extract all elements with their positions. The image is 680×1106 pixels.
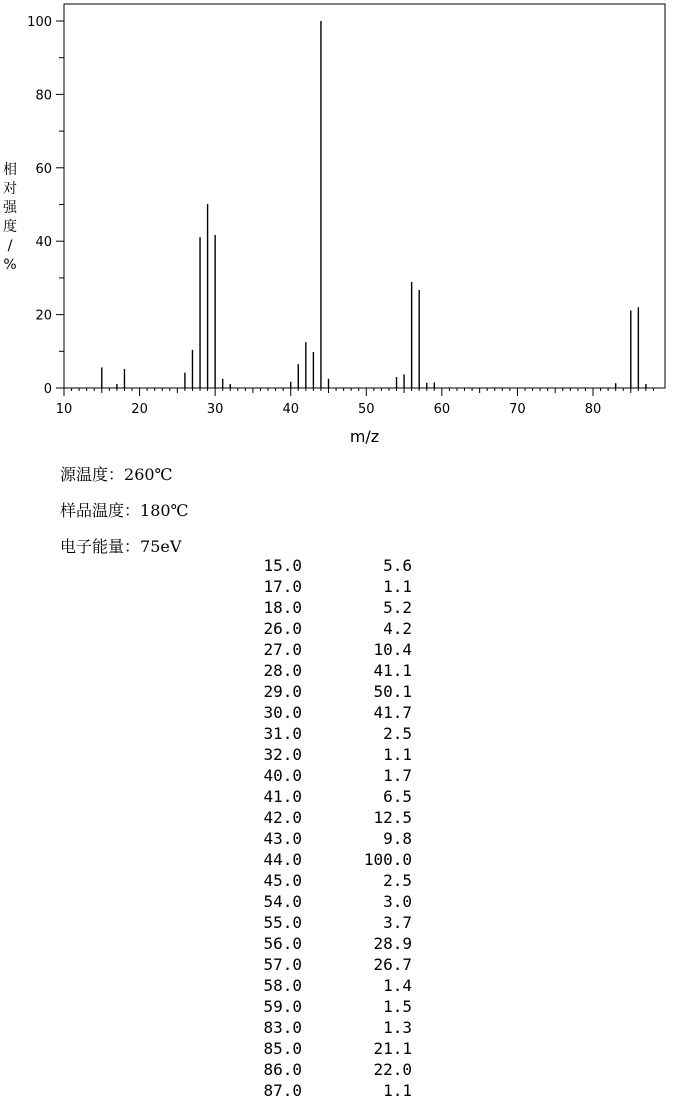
y-axis-label	[3, 161, 18, 273]
table-row	[240, 681, 412, 702]
mz-value: 58.0	[263, 976, 302, 995]
intensity-value: 10.4	[373, 640, 412, 659]
intensity-value: 1.1	[383, 577, 412, 596]
mz-value: 29.0	[263, 682, 302, 701]
table-row	[240, 576, 412, 597]
table-row	[240, 597, 412, 618]
intensity-value: 21.1	[373, 1039, 412, 1058]
table-row	[240, 1059, 412, 1080]
mz-value: 17.0	[263, 577, 302, 596]
intensity-value: 1.4	[383, 976, 412, 995]
y-label-char: 对	[3, 181, 17, 197]
mz-value: 85.0	[263, 1039, 302, 1058]
x-tick-label: 20	[131, 402, 148, 417]
mz-value: 41.0	[263, 787, 302, 806]
condition-value: 260℃	[124, 465, 173, 484]
intensity-value: 6.5	[383, 787, 412, 806]
mz-value: 56.0	[263, 934, 302, 953]
table-row	[240, 912, 412, 933]
intensity-value: 1.5	[383, 997, 412, 1016]
y-label-char: /	[7, 238, 13, 254]
intensity-value: 3.0	[383, 892, 412, 911]
mz-value: 44.0	[263, 850, 302, 869]
table-row	[240, 723, 412, 744]
table-row	[240, 975, 412, 996]
intensity-value: 50.1	[373, 682, 412, 701]
condition-label: 样品温度：	[60, 501, 141, 520]
x-tick-label: 30	[206, 402, 224, 417]
condition-label: 源温度：	[60, 465, 125, 484]
intensity-value: 12.5	[373, 808, 412, 827]
table-row	[240, 870, 412, 891]
y-label-char: 强	[3, 200, 17, 216]
mz-value: 15.0	[263, 556, 302, 575]
mz-value: 32.0	[263, 745, 302, 764]
x-tick-label: 80	[584, 402, 602, 417]
intensity-value: 4.2	[383, 619, 412, 638]
x-tick-label: 70	[509, 402, 526, 417]
mz-value: 57.0	[263, 955, 302, 974]
mz-value: 59.0	[263, 997, 302, 1016]
condition-value: 180℃	[140, 501, 189, 520]
mz-value: 30.0	[263, 703, 302, 722]
mz-value: 42.0	[263, 808, 302, 827]
table-row	[240, 1038, 412, 1059]
mz-value: 54.0	[263, 892, 302, 911]
intensity-value: 2.5	[383, 871, 412, 890]
condition-value: 75eV	[140, 537, 182, 556]
table-row	[240, 765, 412, 786]
mz-value: 43.0	[263, 829, 302, 848]
intensity-value: 1.1	[383, 1081, 412, 1100]
y-label-char: 相	[3, 162, 17, 178]
table-row	[240, 996, 412, 1017]
y-tick-label: 0	[43, 382, 52, 397]
intensity-value: 26.7	[373, 955, 412, 974]
mz-value: 26.0	[263, 619, 302, 638]
x-tick-label: 50	[358, 402, 375, 417]
mass-spectrum-chart	[0, 0, 680, 450]
mz-value: 31.0	[263, 724, 302, 743]
intensity-value: 41.1	[373, 661, 412, 680]
mz-value: 40.0	[263, 766, 302, 785]
table-row	[240, 828, 412, 849]
intensity-value: 28.9	[373, 934, 412, 953]
y-tick-label: 80	[35, 88, 52, 104]
plot-border	[64, 4, 665, 388]
x-tick-label: 60	[433, 402, 451, 417]
table-row	[240, 954, 412, 975]
intensity-value: 1.1	[383, 745, 412, 764]
table-row	[240, 744, 412, 765]
mz-value: 45.0	[263, 871, 302, 890]
mz-value: 55.0	[263, 913, 302, 932]
intensity-value: 1.3	[383, 1018, 412, 1037]
table-row	[240, 1017, 412, 1038]
intensity-value: 100.0	[363, 850, 412, 869]
table-row	[240, 639, 412, 660]
x-axis-label: m/z	[349, 427, 380, 446]
table-row	[240, 807, 412, 828]
table-row	[240, 660, 412, 681]
mz-value: 27.0	[263, 640, 302, 659]
table-row	[240, 786, 412, 807]
y-tick-label: 60	[35, 161, 52, 177]
mz-value: 86.0	[263, 1060, 302, 1079]
intensity-value: 3.7	[383, 913, 412, 932]
peak-table	[240, 555, 412, 1101]
spectrum-bars	[102, 21, 646, 388]
table-row	[240, 891, 412, 912]
intensity-value: 5.6	[383, 556, 412, 575]
y-label-char: 度	[3, 219, 17, 235]
y-label-char: %	[3, 257, 17, 273]
intensity-value: 9.8	[383, 829, 412, 848]
mz-value: 18.0	[263, 598, 302, 617]
intensity-value: 5.2	[383, 598, 412, 617]
intensity-value: 1.7	[383, 766, 412, 785]
y-tick-label: 40	[35, 235, 52, 251]
condition-row	[60, 462, 172, 485]
x-axis	[56, 388, 654, 417]
plot-frame	[64, 4, 665, 388]
condition-label: 电子能量：	[60, 537, 141, 556]
condition-row	[60, 534, 181, 557]
table-row	[240, 702, 412, 723]
y-tick-label: 20	[35, 308, 52, 324]
mz-value: 87.0	[263, 1081, 302, 1100]
intensity-value: 2.5	[383, 724, 412, 743]
table-row	[240, 933, 412, 954]
mz-value: 28.0	[263, 661, 302, 680]
table-row	[240, 849, 412, 870]
table-row	[240, 555, 412, 576]
condition-row	[60, 498, 188, 521]
intensity-value: 41.7	[373, 703, 412, 722]
x-tick-label: 10	[55, 402, 73, 417]
mz-value: 83.0	[263, 1018, 302, 1037]
table-row	[240, 618, 412, 639]
x-tick-label: 40	[282, 402, 299, 417]
y-axis	[27, 15, 64, 397]
intensity-value: 22.0	[373, 1060, 412, 1079]
y-tick-label: 100	[27, 15, 52, 30]
table-row	[240, 1080, 412, 1101]
